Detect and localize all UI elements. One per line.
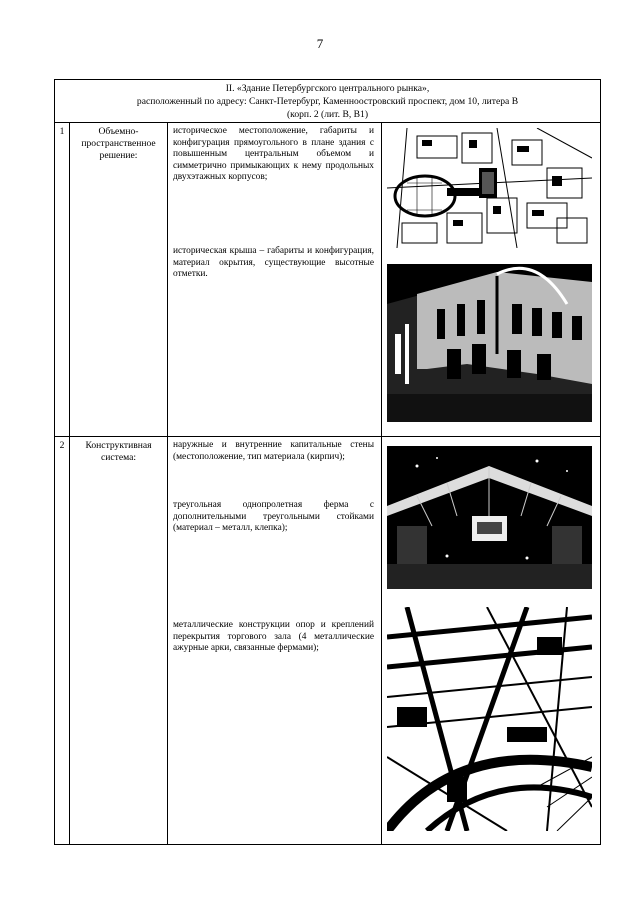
truss-interior-photo xyxy=(387,446,592,589)
table-row xyxy=(55,437,601,845)
site-plan-image xyxy=(387,128,592,248)
description-item: наружные и внутренние капитальные стены (местоположение, тип материала (кирпич); xyxy=(173,440,374,462)
description-item: треугольная однопролетная ферма с дополнительными треугольными стойками (материал – металл, клепка); xyxy=(173,500,374,533)
header-title: II. «Здание Петербургского центрального рынка», xyxy=(225,83,430,94)
description-item: историческое местоположение, габариты и конфигурация прямоугольного в плане здания с повышенным центральным объемом и симметрично примыкающих к нему продольных двухэтажных корпусов; xyxy=(173,126,374,182)
table-row xyxy=(55,123,601,437)
object-header xyxy=(55,80,601,123)
row-description xyxy=(168,123,382,437)
header-building: (корп. 2 (лит. В, В1) xyxy=(286,109,369,120)
photo-cell xyxy=(382,123,601,437)
protected-features-table xyxy=(54,79,601,845)
arch-structure-photo xyxy=(387,607,592,831)
row-name: Конструктивная система: xyxy=(70,437,168,845)
row-description xyxy=(168,437,382,845)
photo-cell xyxy=(382,437,601,845)
row-name: Объемно-пространственное решение: xyxy=(70,123,168,437)
row-number: 2 xyxy=(55,437,70,845)
table-header-row xyxy=(55,80,601,123)
page-number: 7 xyxy=(316,36,324,51)
description-item: историческая крыша – габариты и конфигурация, материал окрытия, существующие высотные отметки. xyxy=(173,246,374,279)
row-number: 1 xyxy=(55,123,70,437)
description-item: металлические конструкции опор и креплений перекрытия торгового зала (4 металлические ажурные арки, связанные фермами); xyxy=(173,620,374,653)
header-address: расположенный по адресу: Санкт-Петербург, Каменноостровский проспект, дом 10, литера В xyxy=(136,96,519,107)
market-facade-photo xyxy=(387,264,592,422)
